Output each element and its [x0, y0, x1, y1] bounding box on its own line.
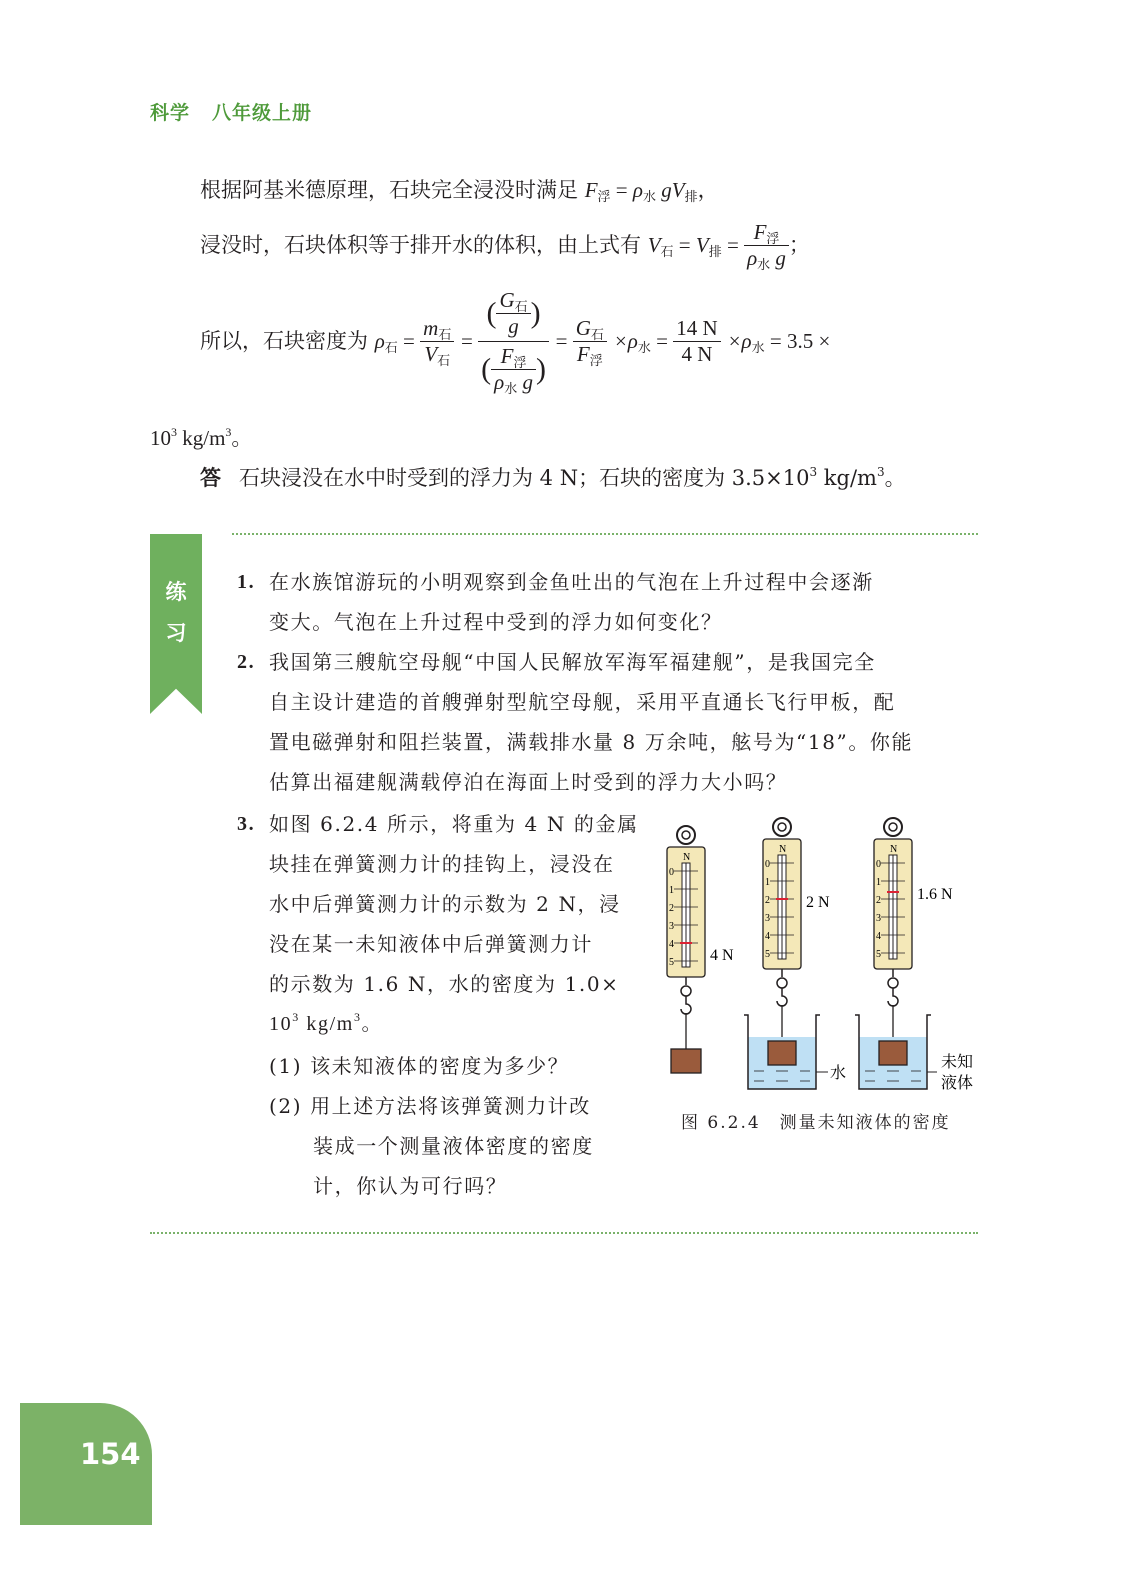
svg-text:N: N [779, 844, 787, 855]
exercise-tag: 练 习 [165, 580, 187, 645]
svg-text:1: 1 [669, 885, 674, 896]
running-header [150, 98, 312, 125]
question-1: 1. 在水族馆游玩的小明观察到金鱼吐出的气泡在上升过程中会逐渐 变大。气泡在上升过程中受到的浮力如何变化？ [237, 570, 874, 634]
label-unknown-liquid-1: 未知 [941, 1054, 974, 1071]
exercise-top-divider [232, 533, 978, 535]
label-water: 水 [830, 1065, 847, 1082]
derivation-line-1: 根据阿基米德原理，石块完全浸没时满足 F浮 = ρ水 gV排， [200, 178, 719, 204]
derivation-text-1: 根据阿基米德原理，石块完全浸没时满足 [200, 178, 578, 202]
derivation-text-3: 所以，石块密度为 [200, 329, 368, 353]
derivation-line-4: $10^3$ $kg/m^3$。 [150, 425, 253, 450]
label-unknown-liquid-2: 液体 [941, 1075, 974, 1092]
derivation-line-3: 所以，石块密度为 ρ石 = $\frac{\text{m石}}{\text{V石}}$ = ( $\frac{\text{G石}}{g}$ ) ( $\frac{\text{F浮}}{\text{ρ水 g}}$ ) = $\frac{\text{G石}}{\text{F浮}}$ ×ρ水 = $\frac{14 N}{4 N}$ ×ρ水 = 3.5 × [200, 288, 831, 396]
volume-fraction: $\frac{\text{F浮}}{\text{ρ水 g}}$ [744, 222, 789, 269]
buoyancy-formula: F浮 = ρ水 gV排 [584, 178, 698, 204]
figure-caption: 图 6.2.4 测量未知液体的密度 [681, 1113, 951, 1133]
volume-formula: V石 = V排 = [647, 233, 745, 259]
numeric-fraction: $\frac{14 N}{4 N}$ [673, 318, 720, 365]
svg-text:3: 3 [669, 921, 674, 932]
scale-in-water [744, 818, 846, 1089]
svg-text:2: 2 [669, 903, 674, 914]
scale-in-unknown-liquid [855, 818, 973, 1092]
svg-text:3: 3 [876, 913, 881, 924]
page-number: 154 [80, 1437, 141, 1471]
svg-text:0: 0 [876, 859, 881, 870]
svg-text:4: 4 [765, 931, 770, 942]
answer-label: 答 [200, 466, 221, 490]
question-3: 3. 如图 6.2.4 所示，将重为 4 N 的金属 块挂在弹簧测力计的挂钩上，浸没在 水中后弹簧测力计的示数为 2 N，浸 没在某一未知液体中后弹簧测力计 的示数为 1.6 N，水的密度为 1.0× $10^3$ $kg/m^3$。 (1) 该未知液体的密度为多少？ (2) 用上述方法将该弹簧测力计改 装成一个测量液体密度的密度 计，你认为可行吗？ [237, 812, 639, 1198]
svg-text:4: 4 [876, 931, 881, 942]
answer-text: 石块浸没在水中时受到的浮力为 4 N；石块的密度为 3.5×10 [239, 466, 810, 490]
svg-text:3: 3 [765, 913, 770, 924]
svg-text:2: 2 [876, 895, 881, 906]
svg-text:N: N [890, 844, 898, 855]
svg-text:N: N [683, 852, 691, 863]
exercise-bottom-divider [150, 1232, 978, 1234]
answer-line: 答 石块浸没在水中时受到的浮力为 4 N；石块的密度为 $3.5\times 10^3$ $kg/m^3$。 [200, 465, 906, 490]
svg-text:5: 5 [765, 949, 770, 960]
derivation-text-2: 浸没时，石块体积等于排开水的体积，由上式有 [200, 233, 641, 257]
svg-text:1: 1 [765, 877, 770, 888]
derivation-line-2: 浸没时，石块体积等于排开水的体积，由上式有 V石 = V排 = $\frac{\text{F浮}}{\text{ρ水 g}}$ ； [200, 220, 810, 272]
svg-text:0: 0 [765, 859, 770, 870]
svg-text:0: 0 [669, 867, 674, 878]
mass-volume-fraction: $\frac{\text{m石}}{\text{V石}}$ [420, 318, 454, 365]
metal-block [671, 1049, 701, 1073]
svg-text:1: 1 [876, 877, 881, 888]
svg-text:5: 5 [669, 957, 674, 968]
svg-text:5: 5 [876, 949, 881, 960]
spring-scale-figure [660, 815, 980, 1145]
compound-fraction: ( $\frac{\text{G石}}{g}$ ) ( $\frac{\text{F浮}}{\text{ρ水 g}}$ ) [478, 290, 549, 393]
weight-buoyancy-fraction: $\frac{\text{G石}}{\text{F浮}}$ [573, 318, 607, 365]
svg-text:2: 2 [765, 895, 770, 906]
header-subject: 科学 [150, 102, 191, 124]
header-grade: 八年级上册 [212, 102, 313, 124]
reading-air: 4 N [710, 947, 734, 964]
question-2: 2. 我国第三艘航空母舰“中国人民解放军海军福建舰”，是我国完全 自主设计建造的首艘弹射型航空母舰，采用平直通长飞行甲板，配 置电磁弹射和阻拦装置，满载排水量 8 万余吨，舷号为“18”。你能 估算出福建舰满载停泊在海面上时受到的浮力大小吗？ [237, 650, 914, 794]
scale-in-air [667, 826, 734, 1073]
reading-unknown: 1.6 N [917, 886, 953, 903]
reading-water: 2 N [806, 894, 830, 911]
svg-text:4: 4 [669, 939, 674, 950]
